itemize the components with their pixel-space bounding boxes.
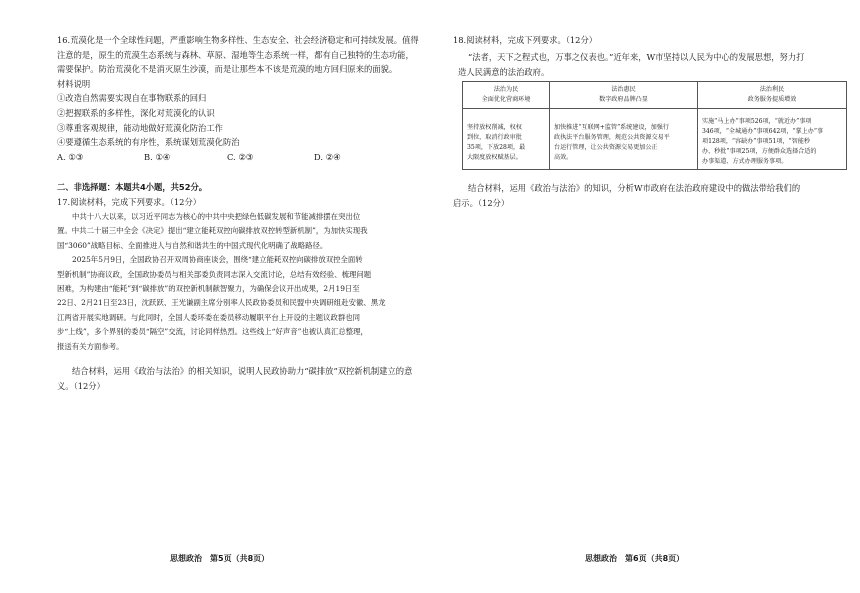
cell-line: 346项，“全城通办”事项642项，“掌上办”事 (702, 128, 824, 135)
q17-material-line: 型新机制”协商议政，全国政协委员与相关部委负责同志深入交流讨论，总结有效经验、梳理问题 (57, 269, 372, 279)
header-subtitle: 全面优化营商环境 (481, 96, 531, 103)
cell-line: 实施“马上办”事项526项，“就近办”事项 (702, 118, 812, 125)
table-cell (550, 109, 698, 170)
q17-material-line: 步“上线”，多个界别的委员“隔空”交流，讨论同样热烈。这些线上“好声音”也被认真汇总整理， (57, 327, 368, 337)
question-16 (57, 33, 419, 150)
q16-statement: ④要遵循生态系统的有序性，系统谋划荒漠化防治 (57, 137, 240, 148)
cell-line: 大限度放权赋基层。 (467, 154, 522, 161)
q17-material-line: 国“3060”战略目标、全面推进人与自然和谐共生的中国式现代化明确了战略路径。 (57, 240, 328, 250)
q18-task-line: 结合材料，运用《政治与法治》的知识，分析W市政府在法治政府建设中的做法带给我们的 (468, 183, 801, 193)
header-title: 法治惠民 (611, 86, 636, 93)
q18-task (453, 181, 801, 210)
q18-table (462, 81, 847, 170)
q16-line: 需要保护。防治荒漠化不是消灭原生沙漠，而是让那些本不该是荒漠的地方回归原来的面貌。 (57, 64, 398, 75)
q18-intro-line: “法者，天下之程式也，万事之仪表也。”近年来，W市坚持以人民为中心的发展思想，努力打 (468, 52, 805, 62)
q17-task-line: 义。（12分） (57, 380, 105, 391)
cell-line: 办事渠道、方式办理服务事项。 (702, 158, 788, 165)
q18-task-line: 启示。（12分） (453, 197, 510, 208)
cell-line: 项128项，“容缺办”事项51项，“智能秒 (702, 138, 810, 145)
header-title: 法治利民 (759, 86, 785, 93)
option-b: B. ①④ (144, 152, 171, 162)
cell-line: 坚持放权削减，权权 (467, 124, 522, 131)
q17-material-line: 2025年5月9日，全国政协召开双周协商座谈会，围绕“建立能耗双控向碳排放双控全面转 (72, 255, 363, 265)
cell-line: 政执法平台服务管理，规范公共资源交易平 (554, 134, 670, 141)
table-header-cell (698, 82, 847, 109)
q17-task-line: 结合材料，运用《政治与法治》的相关知识，说明人民政协助力“碳排放”双控新机制建立的意 (72, 366, 413, 376)
q17-material-line: 报送有关方面参考。 (57, 341, 124, 351)
q17-material-line: 中共十八大以来，以习近平同志为核心的中共中央把绿色低碳发展和节能减排摆在突出位 (72, 212, 361, 221)
table-row (463, 109, 847, 170)
cell-line: 加快推进“互联网+监管”系统建设，加强行 (554, 124, 669, 131)
cell-line: 35项，下放28项，最 (467, 144, 526, 151)
table-cell (463, 109, 550, 170)
cell-line: 办、秒批”事项25项，方便群众选择合适的 (702, 148, 817, 155)
left-page-footer: 思想政治 第5页（共8页） (170, 554, 270, 563)
table-header-cell (463, 82, 550, 109)
table-header-row (463, 82, 847, 109)
question-17-heading: 17.阅读材料，完成下列要求。（12分） (57, 197, 202, 207)
q16-line: 注意的是，原生的荒漠生态系统与森林、草原、湿地等生态系统一样，都有自己独特的生态功能， (57, 49, 414, 60)
q17-material (57, 210, 386, 354)
header-subtitle: 数字政府品牌凸显 (599, 96, 648, 103)
q16-line: 16.荒漠化是一个全球性问题，严重影响生物多样性、生态安全、社会经济稳定和可持续发展。值得 (57, 35, 419, 45)
cell-line: 高效。 (554, 154, 573, 161)
q17-material-line: 置。中共二十届三中全会《决定》提出“建立能耗双控向碳排放双控转型新机制”，为加快实现我 (57, 226, 368, 236)
option-a: A. ①③ (57, 152, 84, 162)
table-header-cell (550, 82, 698, 109)
cell-line: 台运行管理，让公共资源交易更加公正 (554, 144, 658, 151)
q17-material-line: 22日、2月21日至23日，沈跃跃、王光谦副主席分别率人民政协委员和民盟中央调研组赴安徽、黑龙 (57, 298, 386, 308)
q16-statement: ①改造自然需要实现自在事物联系的回归 (57, 93, 207, 104)
cell-line: 到位，取消行政审批 (467, 134, 522, 141)
q16-statement: ②把握联系的多样性，深化对荒漠化的认识 (57, 107, 215, 118)
q18-intro (458, 50, 805, 80)
q16-line: 材料说明 (57, 78, 91, 89)
q18-intro-line: 造人民满意的法治政府。 (458, 67, 550, 77)
right-page-footer: 思想政治 第6页（共8页） (585, 554, 685, 563)
q17-task (57, 364, 413, 393)
option-c: C. ②③ (227, 152, 254, 162)
table-cell (698, 109, 847, 170)
q17-material-line: 江两省开展实地调研。与此同时，全国人委环委在委员移动履职平台上开设的主题议政群也同 (57, 312, 361, 322)
q16-statement: ③尊重客观规律，能动地做好荒漠化防治工作 (57, 122, 223, 133)
option-d: D. ②④ (314, 152, 341, 162)
section-2-heading: 二、非选择题：本题共4小题，共52分。 (57, 182, 208, 192)
header-title: 法治为民 (493, 86, 519, 93)
q17-material-line: 困难，为构建由“能耗”到“碳排放”的双控新机制献智聚力，为确保会议开出成果，2月19日至 (57, 284, 360, 294)
question-18-heading: 18.阅读材料，完成下列要求。（12分） (453, 35, 598, 45)
header-subtitle: 政务服务提质增效 (747, 96, 797, 103)
